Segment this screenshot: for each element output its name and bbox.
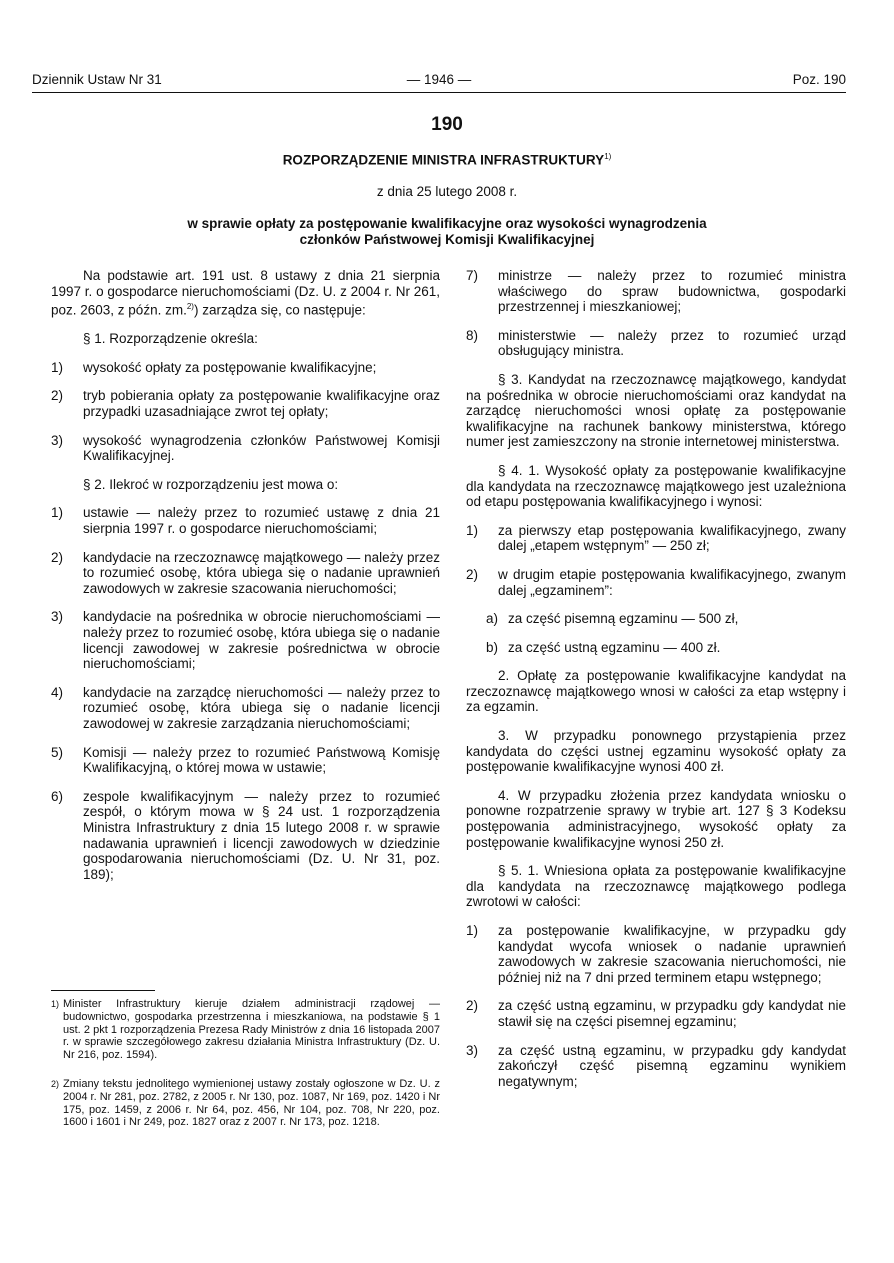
footnote-marker: 2)	[51, 1079, 60, 1089]
item-marker: 5)	[51, 744, 64, 760]
sub-list-item	[466, 611, 846, 627]
left-column	[51, 268, 440, 895]
preamble-text: Na podstawie art. 191 ust. 8 ustawy z dnia 21 sierpnia 1997 r. o gospodarce nieruchomościami (Dz. U. z 2004 r. Nr 261, poz. 2603, z późn. zm.	[51, 268, 440, 318]
preamble	[51, 268, 440, 318]
item-text: zespole kwalifikacyjnym — należy przez to rozumieć zespół, o którym mowa w § 24 ust. 1 rozporządzenia Ministra Infrastruktury z dnia 15 lutego 2008 r. w sprawie nadawania uprawnień i licencji zawodowych w dziedzinie gospodarowania nieruchomościami (Dz. U. Nr 31, poz. 189);	[83, 788, 440, 882]
item-text: za część pisemną egzaminu — 500 zł,	[508, 611, 739, 627]
item-text: w drugim etapie postępowania kwalifikacyjnego, zwanym dalej „egzaminem”:	[498, 566, 846, 598]
item-text: tryb pobierania opłaty za postępowanie kwalifikacyjne oraz przypadki uzasadniające zwrot tej opłaty;	[83, 388, 440, 420]
list-item	[51, 745, 440, 776]
item-text: za pierwszy etap postępowania kwalifikacyjnego, zwany dalej „etapem wstępnym” — 250 zł;	[498, 522, 846, 554]
list-item	[466, 268, 846, 315]
item-marker: b)	[486, 639, 499, 655]
list-item	[51, 550, 440, 597]
footnote	[51, 998, 440, 1062]
item-marker: 1)	[466, 522, 479, 538]
item-text: ustawie — należy przez to rozumieć ustawę z dnia 21 sierpnia 1997 r. o gospodarce nieruchomościami;	[83, 505, 440, 537]
section-1-intro: § 1. Rozporządzenie określa:	[83, 331, 258, 347]
act-subject	[100, 216, 794, 248]
title-footnote-ref: 1)	[604, 152, 612, 161]
item-marker: 3)	[466, 1042, 479, 1058]
item-marker: 1)	[51, 505, 64, 521]
item-text: za postępowanie kwalifikacyjne, w przypadku gdy kandydat wycofa wniosek o nadanie uprawnień zawodowych w zakresie szacowania nieruchomości, nie później niż na 7 dni przed terminem etapu wstępnego;	[498, 923, 846, 985]
item-marker: 2)	[466, 998, 479, 1014]
preamble-text-end: ) zarządza się, co następuje:	[193, 302, 366, 318]
list-item	[51, 388, 440, 419]
item-marker: 3)	[51, 609, 64, 625]
item-marker: 3)	[51, 432, 64, 448]
list-item	[466, 1043, 846, 1090]
list-item	[466, 998, 846, 1029]
list-item	[466, 328, 846, 359]
item-text: za część ustną egzaminu, w przypadku gdy kandydat nie stawił się na części pisemnej egzaminu;	[498, 998, 846, 1029]
act-date: z dnia 25 lutego 2008 r.	[376, 184, 518, 199]
item-marker: 6)	[51, 788, 64, 804]
item-marker: 1)	[51, 359, 64, 375]
section-4-para-3: 3. W przypadku ponownego przystąpienia przez kandydata do części ustnej egzaminu wysokość opłaty za postępowanie kwalifikacyjne wynosi 400 zł.	[466, 728, 846, 775]
page-number: — 1946 —	[406, 72, 472, 87]
item-marker: 2)	[466, 566, 479, 582]
section-4-para-4: 4. W przypadku złożenia przez kandydata wniosku o ponowne rozpatrzenie sprawy w trybie art. 127 § 3 Kodeksu postępowania administracyjnego, wysokość opłaty za postępowanie kwalifikacyjne wynosi 250 zł.	[466, 787, 846, 850]
section-4-para-1: § 4. 1. Wysokość opłaty za postępowanie kwalifikacyjne dla kandydata na rzeczoznawcę majątkowego jest uzależniona od etapu postępowania kwalifikacyjnego i wynosi:	[466, 462, 846, 510]
item-marker: 2)	[51, 549, 64, 565]
section-2-intro: § 2. Ilekroć w rozporządzeniu jest mowa o:	[83, 476, 339, 492]
item-text: za część ustną egzaminu, w przypadku gdy kandydat zakończył część pisemną egzaminu wynikiem negatywnym;	[498, 1042, 846, 1089]
item-text: wysokość opłaty za postępowanie kwalifikacyjne;	[83, 359, 377, 375]
section-3: § 3. Kandydat na rzeczoznawcę majątkowego, kandydat na pośrednika w obrocie nieruchomościami oraz kandydat na zarządcę nieruchomości wnosi opłatę za postępowanie kwalifikacyjne na rachunek bankowy ministerstwa, którego numer jest zamieszczony na stronie internetowej ministerstwa.	[466, 371, 846, 450]
list-item	[51, 685, 440, 732]
item-marker: a)	[486, 611, 499, 627]
item-marker: 7)	[466, 268, 479, 283]
footnote-text: Minister Infrastruktury kieruje działem administracji rządowej — budownictwo, gospodarka przestrzenna i mieszkaniowa, na podstawie § 1 ust. 2 pkt 1 rozporządzenia Prezesa Rady Ministrów z dnia 16 listopada 2007 r. w sprawie szczegółowego zakresu działania Ministra Infrastruktury (Dz. U. Nr 216, poz. 1594).	[63, 998, 440, 1062]
act-number: 190	[431, 114, 463, 135]
item-text: ministerstwie — należy przez to rozumieć urząd obsługujący ministra.	[498, 327, 846, 359]
item-text: kandydacie na rzeczoznawcę majątkowego — należy przez to rozumieć osobę, która ubiega się o nadanie uprawnień zawodowych w zakresie szacowania nieruchomości;	[83, 549, 440, 596]
item-text: za część ustną egzaminu — 400 zł.	[508, 639, 721, 655]
preamble-footnote-ref: 2)	[186, 302, 194, 312]
list-item	[51, 609, 440, 671]
item-text: kandydacie na pośrednika w obrocie nieruchomościami — należy przez to rozumieć osobę, która ubiega się o nadanie licencji zawodowej w zakresie pośrednictwa w obrocie nieruchomościami;	[83, 609, 440, 672]
item-marker: 4)	[51, 684, 64, 700]
act-title	[0, 152, 894, 168]
act-subject-line-1: w sprawie opłaty za postępowanie kwalifikacyjne oraz wysokości wynagrodzenia	[187, 216, 707, 231]
list-item	[51, 433, 440, 464]
item-marker: 8)	[466, 327, 479, 343]
item-text: ministrze — należy przez to rozumieć ministra właściwego do spraw budownictwa, gospodarki przestrzennej i mieszkaniowej;	[498, 268, 846, 315]
journal-name: Dziennik Ustaw Nr 31	[32, 72, 162, 87]
list-item	[51, 789, 440, 883]
item-marker: 1)	[466, 923, 479, 938]
item-text: Komisji — należy przez to rozumieć Państwową Komisję Kwalifikacyjną, o której mowa w ustawie;	[83, 744, 440, 776]
running-header	[32, 72, 846, 93]
act-subject-line-2: członków Państwowej Komisji Kwalifikacyjnej	[299, 232, 595, 247]
list-item	[51, 505, 440, 536]
list-item	[466, 567, 846, 598]
list-item	[466, 523, 846, 554]
sub-list-item	[466, 640, 846, 656]
footnote-text: Zmiany tekstu jednolitego wymienionej ustawy zostały ogłoszone w Dz. U. z 2004 r. Nr 281, poz. 2782, z 2005 r. Nr 130, poz. 1087, Nr 169, poz. 1420 i Nr 175, poz. 1459, z 2006 r. Nr 64, poz. 456, Nr 104, poz. 708, Nr 220, poz. 1600 i 1601 i Nr 249, poz. 1827 oraz z 2007 r. Nr 173, poz. 1218.	[63, 1078, 440, 1129]
list-item	[51, 360, 440, 376]
right-column	[466, 268, 846, 1102]
list-item	[466, 923, 846, 985]
footnote-marker: 1)	[51, 999, 60, 1009]
section-5-para-1: § 5. 1. Wniesiona opłata za postępowanie kwalifikacyjne dla kandydata na rzeczoznawcę majątkowego podlega zwrotowi w całości:	[466, 863, 846, 910]
item-text: kandydacie na zarządcę nieruchomości — należy przez to rozumieć osobę, która ubiega się o nadanie licencji zawodowej w zakresie zarządzania nieruchomościami;	[83, 684, 440, 731]
act-title-text: ROZPORZĄDZENIE MINISTRA INFRASTRUKTURY	[282, 152, 605, 168]
footnote	[51, 1078, 440, 1129]
section-4-para-2: 2. Opłatę za postępowanie kwalifikacyjne kandydat na rzeczoznawcę majątkowego wnosi w całości za etap wstępny i za egzamin.	[466, 668, 846, 715]
position-number: Poz. 190	[792, 72, 846, 87]
item-text: wysokość wynagrodzenia członków Państwowej Komisji Kwalifikacyjnej.	[83, 432, 440, 464]
footnote-divider	[51, 990, 155, 991]
item-marker: 2)	[51, 388, 64, 404]
